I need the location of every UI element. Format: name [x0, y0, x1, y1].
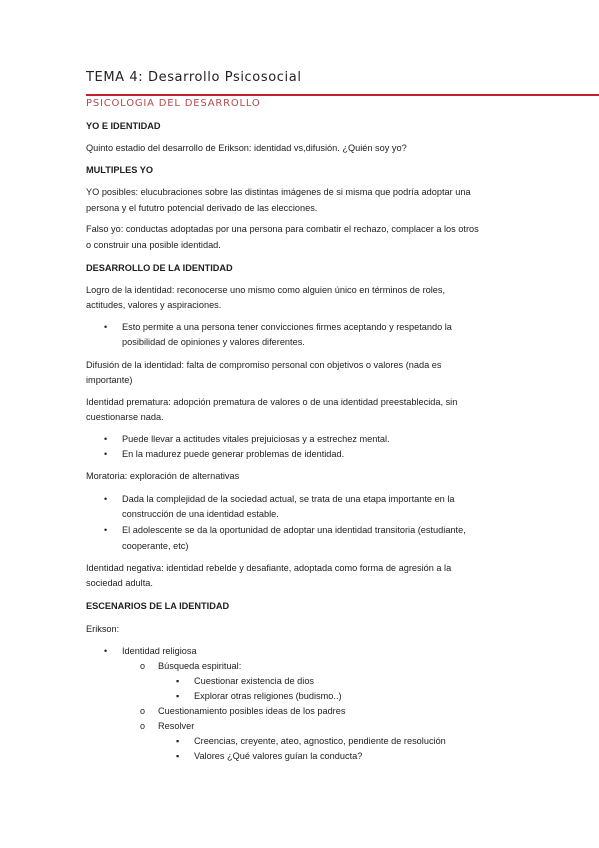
bullet-circle: o	[140, 706, 146, 716]
list-resolver: Resolver	[158, 721, 195, 731]
heading-yo-identidad: YO E IDENTIDAD	[86, 121, 161, 131]
bullet-dot: •	[104, 494, 108, 504]
list-cuestionamiento-padres: Cuestionamiento posibles ideas de los padres	[158, 706, 346, 716]
paragraph-falso-yo-line1: Falso yo: conductas adoptadas por una persona para combatir el rechazo, complacer a los otros	[86, 224, 479, 234]
bullet-moratoria-2-line1: El adolescente se da la oportunidad de adoptar una identidad transitoria (estudiante,	[122, 525, 466, 535]
paragraph-difusion-line1: Difusión de la identidad: falta de compromiso personal con objetivos o valores (nada es	[86, 360, 442, 370]
bullet-circle: o	[140, 661, 146, 671]
heading-escenarios: ESCENARIOS DE LA IDENTIDAD	[86, 601, 230, 611]
page-title: TEMA 4: Desarrollo Psicosocial	[86, 70, 302, 85]
list-creencias: Creencias, creyente, ateo, agnostico, pendiente de resolución	[194, 736, 446, 746]
bullet-logro-line2: posibilidad de opiniones y valores diferentes.	[122, 337, 305, 347]
bullet-square: ▪	[176, 736, 180, 746]
bullet-dot: •	[104, 449, 108, 459]
heading-desarrollo-identidad: DESARROLLO DE LA IDENTIDAD	[86, 263, 233, 273]
bullet-moratoria-2-line2: cooperante, etc)	[122, 541, 189, 551]
paragraph-erikson: Erikson:	[86, 624, 120, 634]
bullet-logro-line1: Esto permite a una persona tener convicciones firmes aceptando y respetando la	[122, 322, 452, 332]
bullet-square: ▪	[176, 691, 180, 701]
paragraph-prematura-line2: cuestionarse nada.	[86, 412, 164, 422]
paragraph-prematura-line1: Identidad prematura: adopción prematura de valores o de una identidad preestablecida, sin	[86, 397, 458, 407]
bullet-dot: •	[104, 646, 108, 656]
paragraph-logro-line1: Logro de la identidad: reconocerse uno mismo como alguien único en términos de roles,	[86, 285, 446, 295]
heading-multiples-yo: MULTIPLES YO	[86, 165, 154, 175]
bullet-square: ▪	[176, 676, 180, 686]
paragraph-logro-line2: actitudes, valores y aspiraciones.	[86, 300, 222, 310]
bullet-circle: o	[140, 721, 146, 731]
list-identidad-religiosa: Identidad religiosa	[122, 646, 197, 656]
header-divider	[86, 94, 599, 96]
list-cuestionar-dios: Cuestionar existencia de dios	[194, 676, 315, 686]
page-subtitle: PSICOLOGIA DEL DESARROLLO	[86, 98, 261, 109]
bullet-prematura-2: En la madurez puede generar problemas de identidad.	[122, 449, 345, 459]
paragraph-quinto-estadio: Quinto estadio del desarrollo de Erikson: identidad vs,difusión. ¿Quién soy yo?	[86, 143, 407, 153]
bullet-prematura-1: Puede llevar a actitudes vitales prejuiciosas y a estrechez mental.	[122, 434, 390, 444]
bullet-square: ▪	[176, 751, 180, 761]
bullet-dot: •	[104, 525, 108, 535]
paragraph-falso-yo-line2: o construir una posible identidad.	[86, 240, 221, 250]
bullet-dot: •	[104, 322, 108, 332]
paragraph-difusion-line2: importante)	[86, 375, 133, 385]
paragraph-moratoria: Moratoria: exploración de alternativas	[86, 471, 240, 481]
list-valores: Valores ¿Qué valores guían la conducta?	[194, 751, 363, 761]
paragraph-yo-posibles-line2: persona y el fututro potencial derivado de las elecciones.	[86, 203, 318, 213]
bullet-dot: •	[104, 434, 108, 444]
paragraph-yo-posibles-line1: YO posibles: elucubraciones sobre las distintas imágenes de si misma que podría adoptar una	[86, 187, 471, 197]
paragraph-negativa-line2: sociedad adulta.	[86, 578, 153, 588]
bullet-moratoria-1-line2: construcción de una identidad estable.	[122, 509, 279, 519]
paragraph-negativa-line1: Identidad negativa: identidad rebelde y desafiante, adoptada como forma de agresión a la	[86, 563, 452, 573]
list-explorar-religiones: Explorar otras religiones (budismo..)	[194, 691, 342, 701]
list-busqueda-espiritual: Búsqueda espiritual:	[158, 661, 242, 671]
bullet-moratoria-1-line1: Dada la complejidad de la sociedad actual, se trata de una etapa importante en la	[122, 494, 455, 504]
